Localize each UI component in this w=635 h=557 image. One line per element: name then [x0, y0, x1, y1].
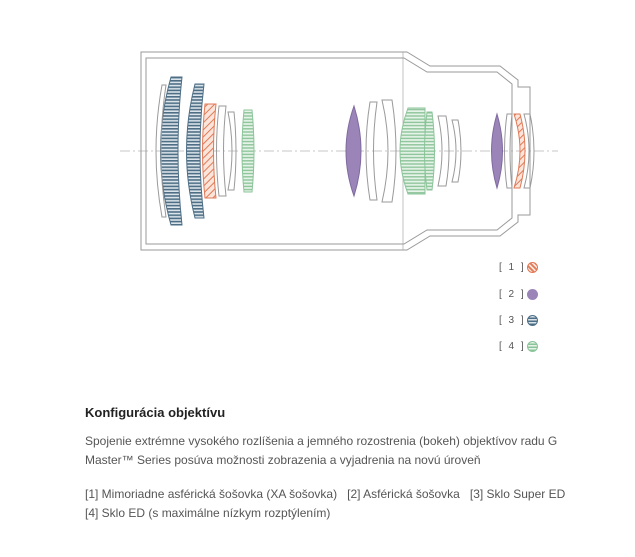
legend-swatch-ed	[527, 341, 538, 352]
note-aspherical: [2] Asférická šošovka	[347, 487, 460, 501]
lens-element-xa-aspherical-2	[514, 114, 525, 188]
legend-notes	[85, 485, 585, 523]
legend-swatch-xa-aspherical	[527, 262, 538, 273]
lens-element-aspherical-2	[492, 114, 503, 188]
legend-label-3: [ 3 ]	[499, 315, 526, 326]
lens-element-xa-aspherical-1	[203, 104, 217, 198]
lens-element-ed-2	[400, 108, 425, 194]
note-ed: [4] Sklo ED (s maximálne nízkym rozptýlením)	[85, 506, 331, 520]
section-title: Konfigurácia objektívu	[85, 405, 226, 420]
legend-label-1: [ 1 ]	[499, 262, 526, 273]
lens-element-ed-1	[242, 110, 254, 192]
legend-swatch-super-ed	[527, 315, 538, 326]
lens-element-aspherical-1	[346, 106, 361, 196]
legend-swatch-aspherical	[527, 289, 538, 300]
lens-element-ed-3	[425, 112, 435, 190]
note-xa-aspherical: [1] Mimoriadne asférická šošovka (XA šošovka)	[85, 487, 338, 501]
section-description: Spojenie extrémne vysokého rozlíšenia a jemného rozostrenia (bokeh) objektívov radu G Master™ Series posúva možnosti zobrazenia a vyjadrenia na novú úroveň	[85, 434, 558, 467]
note-super-ed: [3] Sklo Super ED	[469, 487, 566, 501]
legend-label-2: [ 2 ]	[499, 289, 526, 300]
legend-label-4: [ 4 ]	[499, 341, 526, 352]
